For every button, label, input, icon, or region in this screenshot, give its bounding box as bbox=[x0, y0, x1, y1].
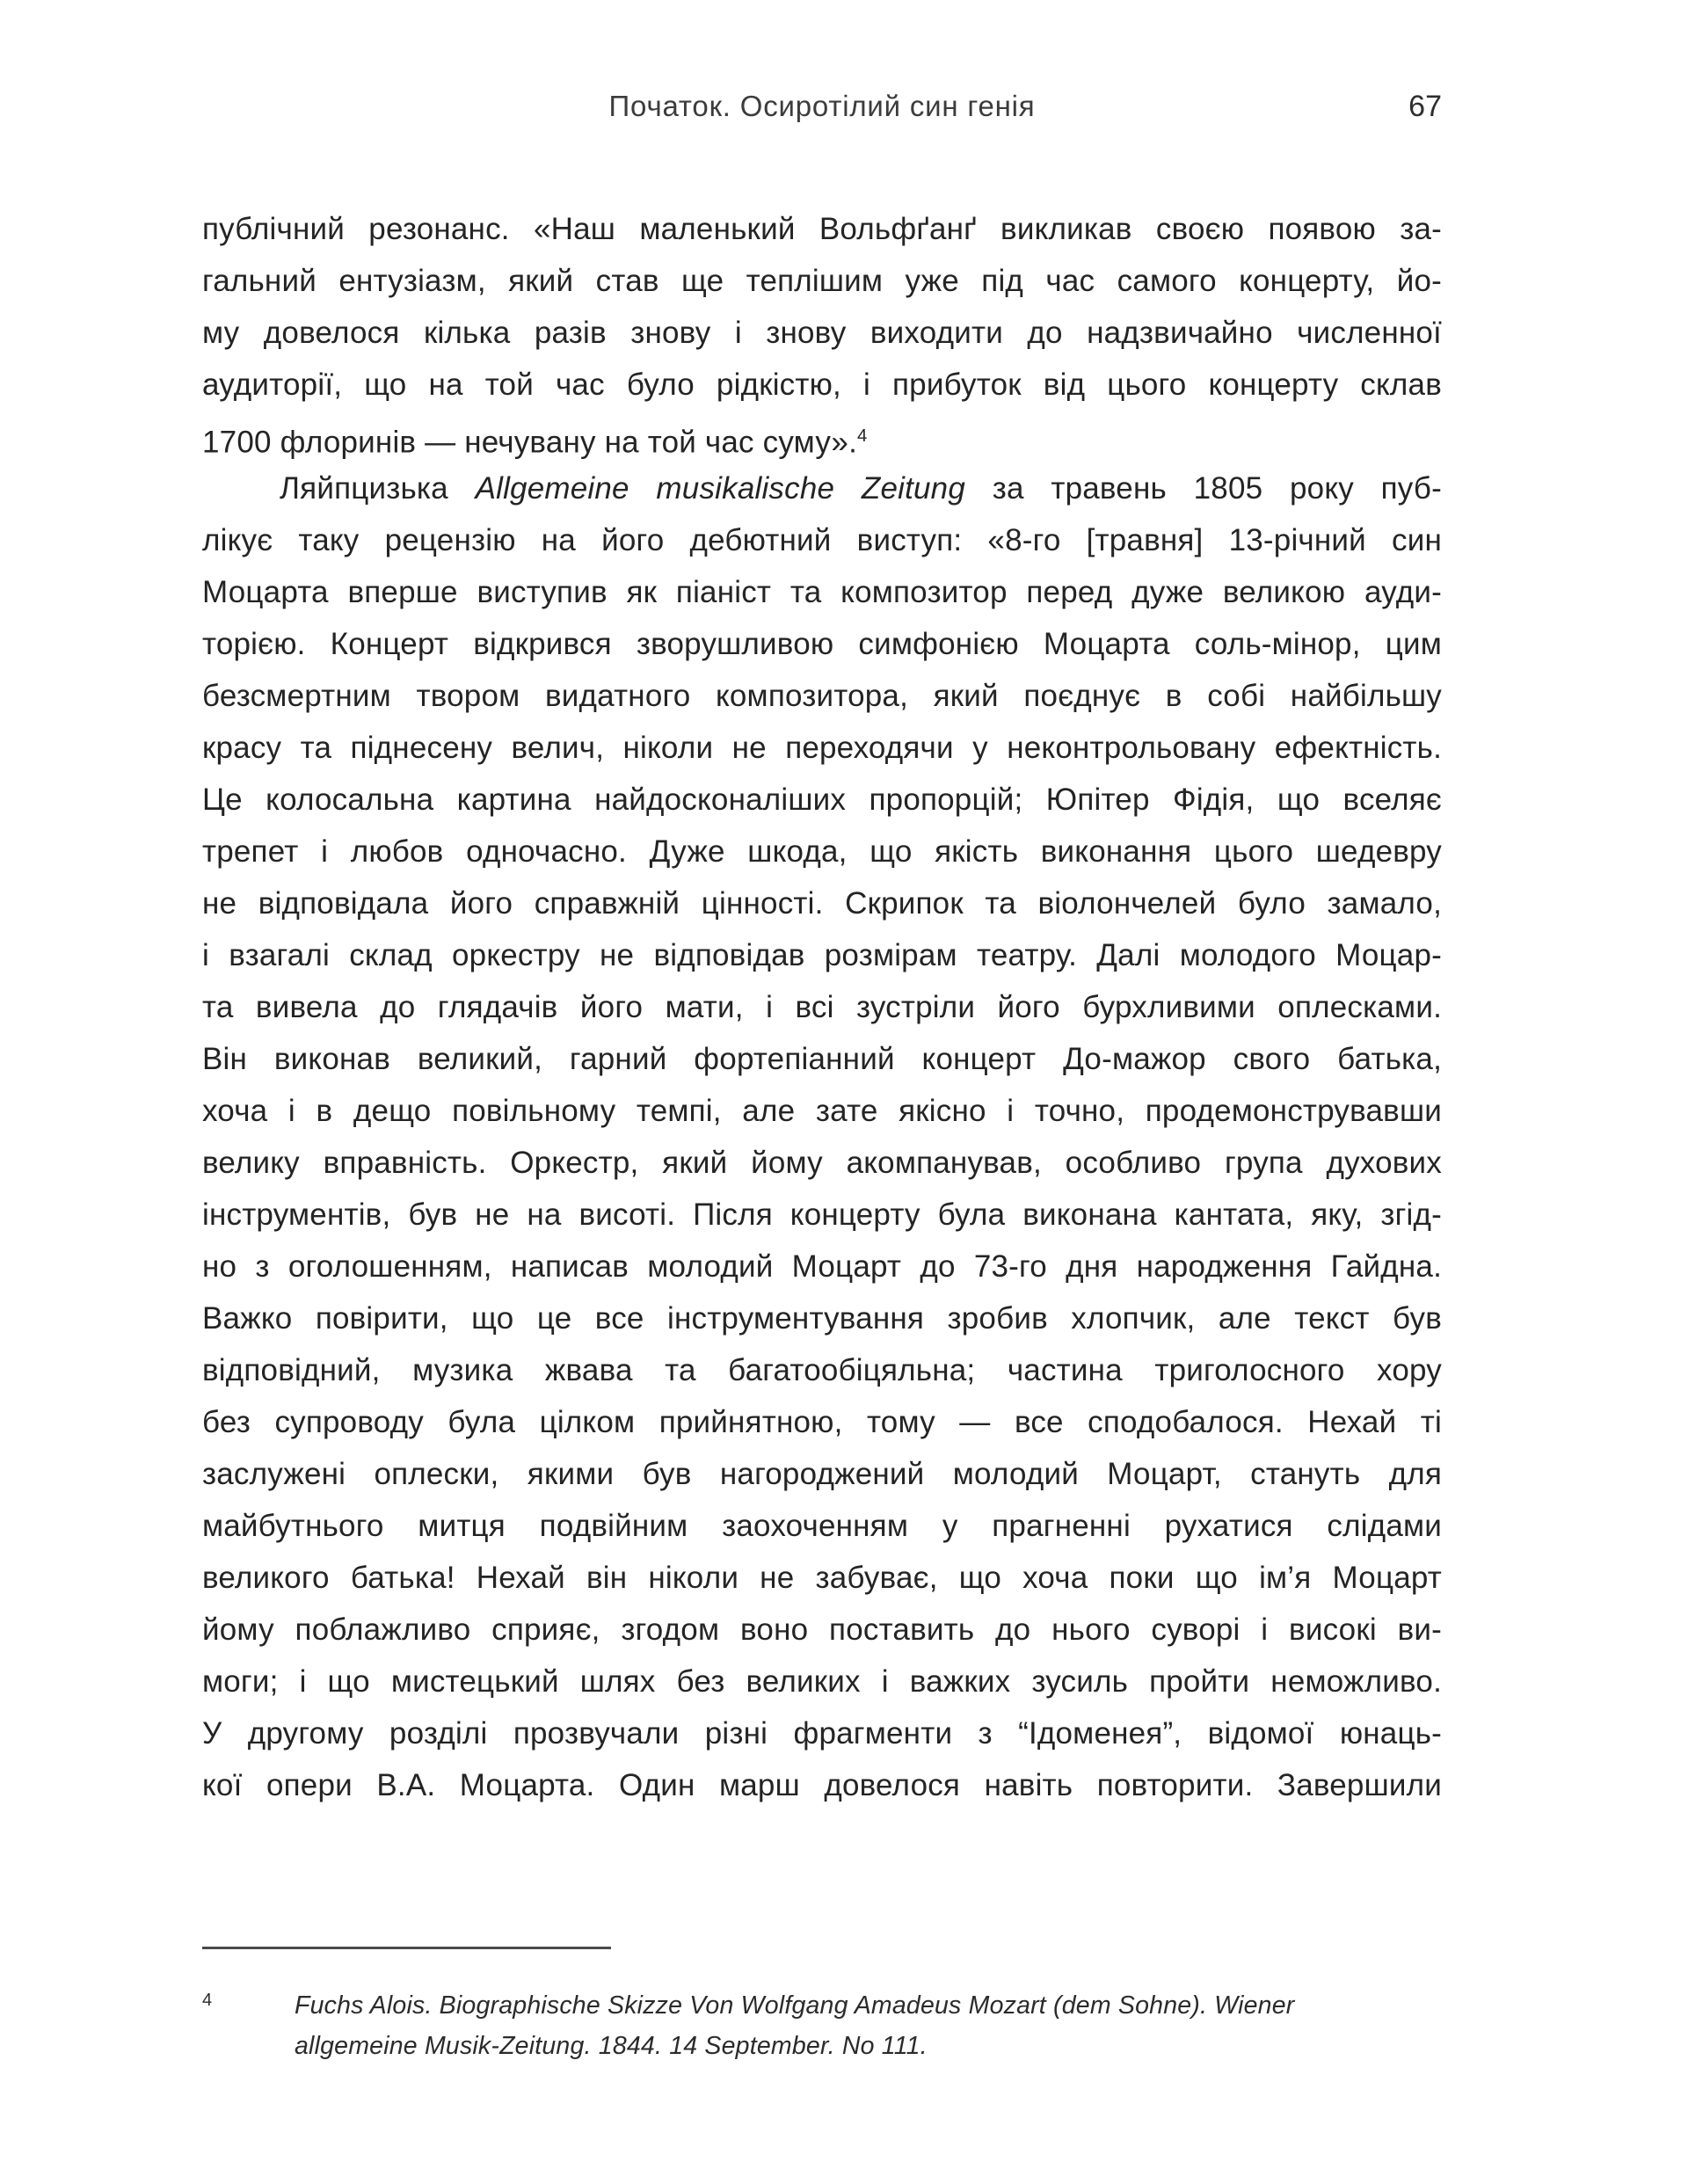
text-line: аудиторії, що на той час було рідкістю, і прибуток від цього концерту склав bbox=[202, 368, 1442, 402]
text-line: велику вправність. Оркестр, який йому акомпанував, особливо група духових bbox=[202, 1146, 1442, 1180]
footnote-reference: 4 bbox=[857, 426, 868, 446]
text-line: інструментів, був не на висоті. Після концерту була виконана кантата, яку, згід- bbox=[202, 1198, 1442, 1232]
text-line: без супроводу була цілком прийнятною, тому — все сподобалося. Нехай ті bbox=[202, 1405, 1442, 1439]
text-line: му довелося кілька разів знову і знову виходити до надзвичайно численної bbox=[202, 316, 1442, 350]
text-line: Це колосальна картина найдосконаліших пропорцій; Юпітер Фідія, що вселяє bbox=[202, 783, 1442, 817]
text-line: лікує таку рецензію на його дебютний виступ: «8-го [травня] 13-річний син bbox=[202, 523, 1442, 557]
text-line: Важко повірити, що це все інструментування зробив хлопчик, але текст був bbox=[202, 1301, 1442, 1336]
page-number: 67 bbox=[1408, 90, 1442, 123]
text-line: Ляйпцизька Allgemeine musikalische Zeitung за травень 1805 року пуб- bbox=[280, 471, 1442, 506]
text-line: гальний ентузіазм, який став ще теплішим уже під час самого концерту, йо- bbox=[202, 264, 1442, 298]
text-line: Він виконав великий, гарний фортепіанний концерт До-мажор свого батька, bbox=[202, 1042, 1442, 1076]
text-line: йому поблажливо сприяє, згодом воно поставить до нього суворі і високі ви- bbox=[202, 1613, 1442, 1647]
text-line: безсмертним твором видатного композитора, який поєднує в собі найбільшу bbox=[202, 679, 1442, 713]
body-text bbox=[202, 203, 1442, 1811]
text-line: не відповідала його справжній цінності. Скрипок та віолончелей було замало, bbox=[202, 886, 1442, 921]
text-line: торією. Концерт відкрився зворушливою симфонією Моцарта соль-мінор, цим bbox=[202, 627, 1442, 661]
footnote-text bbox=[295, 1985, 1468, 2066]
footnote-line: Fuchs Alois. Biographische Skizze Von Wolfgang Amadeus Mozart (dem Sohne). Wiener bbox=[295, 1991, 1295, 2020]
text-line: заслужені оплески, якими був нагороджений молодий Моцарт, стануть для bbox=[202, 1457, 1442, 1491]
text-line: У другому розділі прозвучали різні фрагменти з “Ідоменея”, відомої юнаць- bbox=[202, 1716, 1442, 1751]
text-line: відповідний, музика жвава та багатообіцяльна; частина триголосного хору bbox=[202, 1353, 1442, 1387]
text-line: хоча і в дещо повільному темпі, але зате якісно і точно, продемонструвавши bbox=[202, 1094, 1442, 1128]
text-line: 1700 флоринів — нечувану на той час суму».$^4$ bbox=[202, 425, 868, 460]
footnote bbox=[202, 1985, 1468, 2066]
text-line: майбутнього митця подвійним заохоченням у прагненні рухатися слідами bbox=[202, 1509, 1442, 1543]
text-line: і взагалі склад оркестру не відповідав розмірам театру. Далі молодого Моцар- bbox=[202, 938, 1442, 972]
text-line: та вивела до глядачів його мати, і всі зустріли його бурхливими оплесками. bbox=[202, 990, 1442, 1024]
text-line: но з оголошенням, написав молодий Моцарт до 73-го дня народження Гайдна. bbox=[202, 1249, 1442, 1284]
running-header: Початок. Осиротілий син генія bbox=[608, 90, 1036, 122]
footnote-marker: 4 bbox=[202, 1991, 213, 2010]
footnote-separator bbox=[202, 1947, 611, 1949]
text-line: великого батька! Нехай він ніколи не забуває, що хоча поки що ім’я Моцарт bbox=[202, 1561, 1442, 1595]
text-line: публічний резонанс. «Наш маленький Вольфґанґ викликав своєю появою за- bbox=[202, 212, 1442, 246]
footnote-line: allgemeine Musik-Zeitung. 1844. 14 September. No 111. bbox=[295, 2032, 928, 2060]
text-line: Моцарта вперше виступив як піаніст та композитор перед дуже великою ауди- bbox=[202, 575, 1442, 609]
text-line: трепет і любов одночасно. Дуже шкода, що якість виконання цього шедевру bbox=[202, 834, 1442, 869]
text-line: моги; і що мистецький шлях без великих і важких зусиль пройти неможливо. bbox=[202, 1664, 1442, 1699]
text-line: красу та піднесену велич, ніколи не переходячи у неконтрольовану ефектність. bbox=[202, 731, 1442, 765]
text-line: кої опери В.А. Моцарта. Один марш довелося навіть повторити. Завершили bbox=[202, 1768, 1442, 1802]
